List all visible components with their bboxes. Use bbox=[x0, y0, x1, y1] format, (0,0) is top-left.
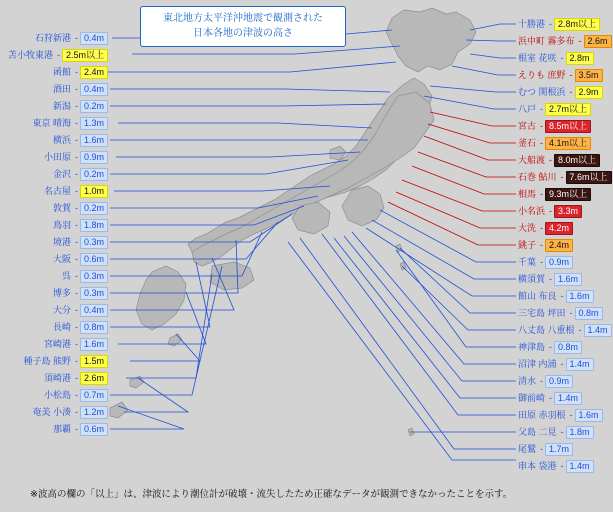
name-value-separator: - bbox=[540, 222, 544, 233]
tsunami-height-value: 1.8m bbox=[80, 219, 108, 232]
tsunami-height-value: 0.8m bbox=[80, 321, 108, 334]
tsunami-label-left-20 bbox=[42, 372, 108, 384]
title-line-2: 日本各地の津波の高さ bbox=[193, 28, 293, 39]
tsunami-label-left-13 bbox=[51, 253, 108, 265]
tsunami-height-value: 4.1m以上 bbox=[545, 137, 591, 150]
location-name: 宮古 bbox=[518, 120, 537, 131]
chart-title bbox=[140, 6, 346, 47]
location-name: 八戸 bbox=[518, 103, 537, 114]
location-name: 敦賀 bbox=[52, 202, 71, 213]
tsunami-label-right-13 bbox=[516, 239, 573, 251]
tsunami-height-value: 1.7m bbox=[545, 443, 573, 456]
tsunami-label-left-0 bbox=[33, 32, 108, 44]
tsunami-height-value: 1.6m bbox=[566, 290, 594, 303]
location-name: 大船渡 bbox=[518, 154, 546, 165]
location-name: 相馬 bbox=[518, 188, 537, 199]
tsunami-label-right-7 bbox=[516, 137, 591, 149]
footnote: ※波高の欄の「以上」は、津波により潮位計が破壊・流失したため正確なデータが観測できなかったことを示す。 bbox=[30, 489, 513, 500]
tsunami-label-left-19 bbox=[21, 355, 108, 367]
location-name: 苫小牧東港 bbox=[7, 49, 53, 60]
tsunami-height-value: 0.7m bbox=[80, 389, 108, 402]
tsunami-height-value: 8.5m以上 bbox=[545, 120, 591, 133]
tsunami-label-right-17 bbox=[516, 307, 603, 319]
name-value-separator: - bbox=[74, 287, 78, 298]
tsunami-label-right-6 bbox=[516, 120, 591, 132]
name-value-separator: - bbox=[74, 66, 78, 77]
location-name: 境港 bbox=[52, 236, 71, 247]
location-name: 酒田 bbox=[52, 83, 71, 94]
tsunami-height-value: 1.4m bbox=[584, 324, 612, 337]
name-value-separator: - bbox=[74, 236, 78, 247]
location-name: 串本 袋港 bbox=[518, 460, 557, 471]
tsunami-height-value: 0.9m bbox=[545, 256, 573, 269]
name-value-separator: - bbox=[74, 151, 78, 162]
location-name: 奄美 小湊 bbox=[32, 406, 71, 417]
tsunami-label-left-17 bbox=[51, 321, 108, 333]
name-value-separator: - bbox=[560, 426, 564, 437]
tsunami-label-right-5 bbox=[516, 103, 591, 115]
tsunami-label-right-3 bbox=[516, 69, 603, 81]
tsunami-height-value: 2.7m以上 bbox=[545, 103, 591, 116]
location-name: 博多 bbox=[52, 287, 71, 298]
name-value-separator: - bbox=[74, 185, 78, 196]
location-name: 横須賀 bbox=[518, 273, 546, 284]
name-value-separator: - bbox=[74, 253, 78, 264]
name-value-separator: - bbox=[578, 35, 582, 46]
location-name: 大洗 bbox=[518, 222, 537, 233]
tsunami-label-right-26 bbox=[516, 460, 594, 472]
title-line-1: 東北地方太平洋沖地震で観測された bbox=[163, 13, 323, 24]
tsunami-label-right-0 bbox=[516, 18, 600, 30]
tsunami-label-right-14 bbox=[516, 256, 573, 268]
location-name: 横浜 bbox=[52, 134, 71, 145]
tsunami-label-right-20 bbox=[516, 358, 594, 370]
name-value-separator: - bbox=[74, 406, 78, 417]
tsunami-label-right-1 bbox=[516, 35, 612, 47]
location-name: 釜石 bbox=[518, 137, 537, 148]
location-name: 神津島 bbox=[518, 341, 546, 352]
name-value-separator: - bbox=[74, 423, 78, 434]
tsunami-label-left-16 bbox=[51, 304, 108, 316]
tsunami-label-left-12 bbox=[51, 236, 108, 248]
name-value-separator: - bbox=[540, 256, 544, 267]
tsunami-height-value: 1.5m bbox=[80, 355, 108, 368]
tsunami-label-right-24 bbox=[516, 426, 594, 438]
tsunami-height-value: 2.9m bbox=[575, 86, 603, 99]
location-name: 尾鷲 bbox=[518, 443, 537, 454]
name-value-separator: - bbox=[549, 154, 553, 165]
tsunami-height-value: 8.0m以上 bbox=[554, 154, 600, 167]
tsunami-label-left-5 bbox=[30, 117, 108, 129]
tsunami-label-right-8 bbox=[516, 154, 600, 166]
tsunami-height-value: 2.6m bbox=[80, 372, 108, 385]
name-value-separator: - bbox=[560, 52, 564, 63]
location-name: 種子島 熊野 bbox=[23, 355, 71, 366]
tsunami-label-right-2 bbox=[516, 52, 594, 64]
name-value-separator: - bbox=[540, 103, 544, 114]
tsunami-label-left-18 bbox=[42, 338, 108, 350]
name-value-separator: - bbox=[560, 358, 564, 369]
tsunami-height-value: 0.2m bbox=[80, 202, 108, 215]
tsunami-height-value: 0.9m bbox=[545, 375, 573, 388]
name-value-separator: - bbox=[74, 338, 78, 349]
tsunami-label-right-18 bbox=[516, 324, 612, 336]
tsunami-height-value: 2.6m bbox=[584, 35, 612, 48]
name-value-separator: - bbox=[549, 392, 553, 403]
name-value-separator: - bbox=[74, 355, 78, 366]
tsunami-label-right-15 bbox=[516, 273, 582, 285]
tsunami-height-value: 0.2m bbox=[80, 168, 108, 181]
name-value-separator: - bbox=[540, 375, 544, 386]
tsunami-label-right-11 bbox=[516, 205, 582, 217]
location-name: 宮崎港 bbox=[43, 338, 71, 349]
tsunami-label-left-1 bbox=[6, 49, 108, 61]
tsunami-height-value: 0.3m bbox=[80, 287, 108, 300]
tsunami-height-value: 1.4m bbox=[566, 460, 594, 473]
tsunami-height-value: 4.2m bbox=[545, 222, 573, 235]
location-name: 清水 bbox=[518, 375, 537, 386]
tsunami-height-value: 3.5m bbox=[575, 69, 603, 82]
tsunami-label-right-12 bbox=[516, 222, 573, 234]
location-name: 石巻 鮎川 bbox=[518, 171, 557, 182]
tsunami-height-value: 2.4m bbox=[545, 239, 573, 252]
name-value-separator: - bbox=[569, 69, 573, 80]
tsunami-height-value: 2.8m以上 bbox=[554, 18, 600, 31]
name-value-separator: - bbox=[549, 205, 553, 216]
location-name: えりも 庶野 bbox=[518, 69, 566, 80]
location-name: 父島 二見 bbox=[518, 426, 557, 437]
location-name: 新潟 bbox=[52, 100, 71, 111]
name-value-separator: - bbox=[540, 137, 544, 148]
location-name: 十勝港 bbox=[518, 18, 546, 29]
location-name: 呉 bbox=[61, 270, 71, 281]
tsunami-height-value: 1.6m bbox=[575, 409, 603, 422]
tsunami-height-value: 0.9m bbox=[80, 151, 108, 164]
location-name: むつ 関根浜 bbox=[518, 86, 566, 97]
location-name: 三宅島 坪田 bbox=[518, 307, 566, 318]
location-name: 須崎港 bbox=[43, 372, 71, 383]
tsunami-height-value: 1.0m bbox=[80, 185, 108, 198]
tsunami-label-left-23 bbox=[51, 423, 108, 435]
name-value-separator: - bbox=[578, 324, 582, 335]
tsunami-label-left-8 bbox=[51, 168, 108, 180]
name-value-separator: - bbox=[74, 168, 78, 179]
tsunami-height-value: 9.3m以上 bbox=[545, 188, 591, 201]
tsunami-label-left-7 bbox=[42, 151, 108, 163]
tsunami-label-left-4 bbox=[51, 100, 108, 112]
tsunami-height-value: 7.6m以上 bbox=[566, 171, 612, 184]
location-name: 小田原 bbox=[43, 151, 71, 162]
name-value-separator: - bbox=[74, 32, 78, 43]
tsunami-height-value: 0.3m bbox=[80, 270, 108, 283]
tsunami-height-value: 0.2m bbox=[80, 100, 108, 113]
location-name: 銚子 bbox=[518, 239, 537, 250]
name-value-separator: - bbox=[74, 372, 78, 383]
location-name: 館山 布良 bbox=[518, 290, 557, 301]
name-value-separator: - bbox=[74, 83, 78, 94]
name-value-separator: - bbox=[74, 134, 78, 145]
name-value-separator: - bbox=[74, 389, 78, 400]
tsunami-label-left-6 bbox=[51, 134, 108, 146]
tsunami-label-left-2 bbox=[51, 66, 108, 78]
name-value-separator: - bbox=[540, 443, 544, 454]
name-value-separator: - bbox=[74, 321, 78, 332]
name-value-separator: - bbox=[569, 86, 573, 97]
tsunami-height-value: 3.3m bbox=[554, 205, 582, 218]
tsunami-height-value: 1.6m bbox=[80, 338, 108, 351]
tsunami-height-value: 0.4m bbox=[80, 304, 108, 317]
location-name: 大分 bbox=[52, 304, 71, 315]
tsunami-height-value: 2.4m bbox=[80, 66, 108, 79]
name-value-separator: - bbox=[560, 171, 564, 182]
location-name: 金沢 bbox=[52, 168, 71, 179]
tsunami-label-right-4 bbox=[516, 86, 603, 98]
name-value-separator: - bbox=[540, 239, 544, 250]
location-name: 御前崎 bbox=[518, 392, 546, 403]
name-value-separator: - bbox=[540, 120, 544, 131]
location-name: 鳥羽 bbox=[52, 219, 71, 230]
tsunami-height-value: 2.8m bbox=[566, 52, 594, 65]
name-value-separator: - bbox=[560, 460, 564, 471]
tsunami-height-value: 1.6m bbox=[80, 134, 108, 147]
tsunami-label-right-23 bbox=[516, 409, 603, 421]
location-name: 小松島 bbox=[43, 389, 71, 400]
tsunami-height-value: 0.8m bbox=[575, 307, 603, 320]
name-value-separator: - bbox=[540, 188, 544, 199]
name-value-separator: - bbox=[74, 117, 78, 128]
location-name: 那覇 bbox=[52, 423, 71, 434]
location-name: 石狩新港 bbox=[34, 32, 71, 43]
tsunami-height-value: 1.3m bbox=[80, 117, 108, 130]
location-name: 小名浜 bbox=[518, 205, 546, 216]
name-value-separator: - bbox=[560, 290, 564, 301]
tsunami-label-left-10 bbox=[51, 202, 108, 214]
name-value-separator: - bbox=[569, 409, 573, 420]
tsunami-label-right-16 bbox=[516, 290, 594, 302]
tsunami-height-value: 2.5m以上 bbox=[62, 49, 108, 62]
location-name: 根室 花咲 bbox=[518, 52, 557, 63]
tsunami-label-right-9 bbox=[516, 171, 612, 183]
name-value-separator: - bbox=[549, 341, 553, 352]
location-name: 沼津 内浦 bbox=[518, 358, 557, 369]
tsunami-label-right-22 bbox=[516, 392, 582, 404]
tsunami-height-value: 1.4m bbox=[566, 358, 594, 371]
tsunami-label-left-22 bbox=[30, 406, 108, 418]
location-name: 八丈島 八重根 bbox=[518, 324, 575, 335]
location-name: 浜中町 霧多布 bbox=[518, 35, 575, 46]
location-name: 長崎 bbox=[52, 321, 71, 332]
location-name: 函館 bbox=[52, 66, 71, 77]
tsunami-label-left-15 bbox=[51, 287, 108, 299]
tsunami-label-right-21 bbox=[516, 375, 573, 387]
tsunami-height-value: 0.3m bbox=[80, 236, 108, 249]
name-value-separator: - bbox=[56, 49, 60, 60]
name-value-separator: - bbox=[569, 307, 573, 318]
tsunami-height-value: 1.2m bbox=[80, 406, 108, 419]
name-value-separator: - bbox=[74, 219, 78, 230]
tsunami-height-value: 0.6m bbox=[80, 253, 108, 266]
name-value-separator: - bbox=[74, 270, 78, 281]
location-name: 大阪 bbox=[52, 253, 71, 264]
tsunami-label-right-19 bbox=[516, 341, 582, 353]
tsunami-label-left-11 bbox=[51, 219, 108, 231]
tsunami-label-left-9 bbox=[42, 185, 108, 197]
tsunami-label-left-14 bbox=[60, 270, 108, 282]
tsunami-label-right-10 bbox=[516, 188, 591, 200]
name-value-separator: - bbox=[74, 304, 78, 315]
tsunami-height-value: 0.8m bbox=[554, 341, 582, 354]
tsunami-height-value: 1.6m bbox=[554, 273, 582, 286]
tsunami-height-value: 1.4m bbox=[554, 392, 582, 405]
tsunami-height-value: 1.8m bbox=[566, 426, 594, 439]
name-value-separator: - bbox=[74, 202, 78, 213]
name-value-separator: - bbox=[549, 18, 553, 29]
location-name: 田原 赤羽根 bbox=[518, 409, 566, 420]
tsunami-height-value: 0.4m bbox=[80, 83, 108, 96]
name-value-separator: - bbox=[74, 100, 78, 111]
tsunami-height-value: 0.4m bbox=[80, 32, 108, 45]
tsunami-label-right-25 bbox=[516, 443, 573, 455]
name-value-separator: - bbox=[549, 273, 553, 284]
location-name: 名古屋 bbox=[43, 185, 71, 196]
tsunami-height-value: 0.6m bbox=[80, 423, 108, 436]
location-name: 東京 晴海 bbox=[32, 117, 71, 128]
tsunami-label-left-21 bbox=[42, 389, 108, 401]
tsunami-label-left-3 bbox=[51, 83, 108, 95]
location-name: 千葉 bbox=[518, 256, 537, 267]
